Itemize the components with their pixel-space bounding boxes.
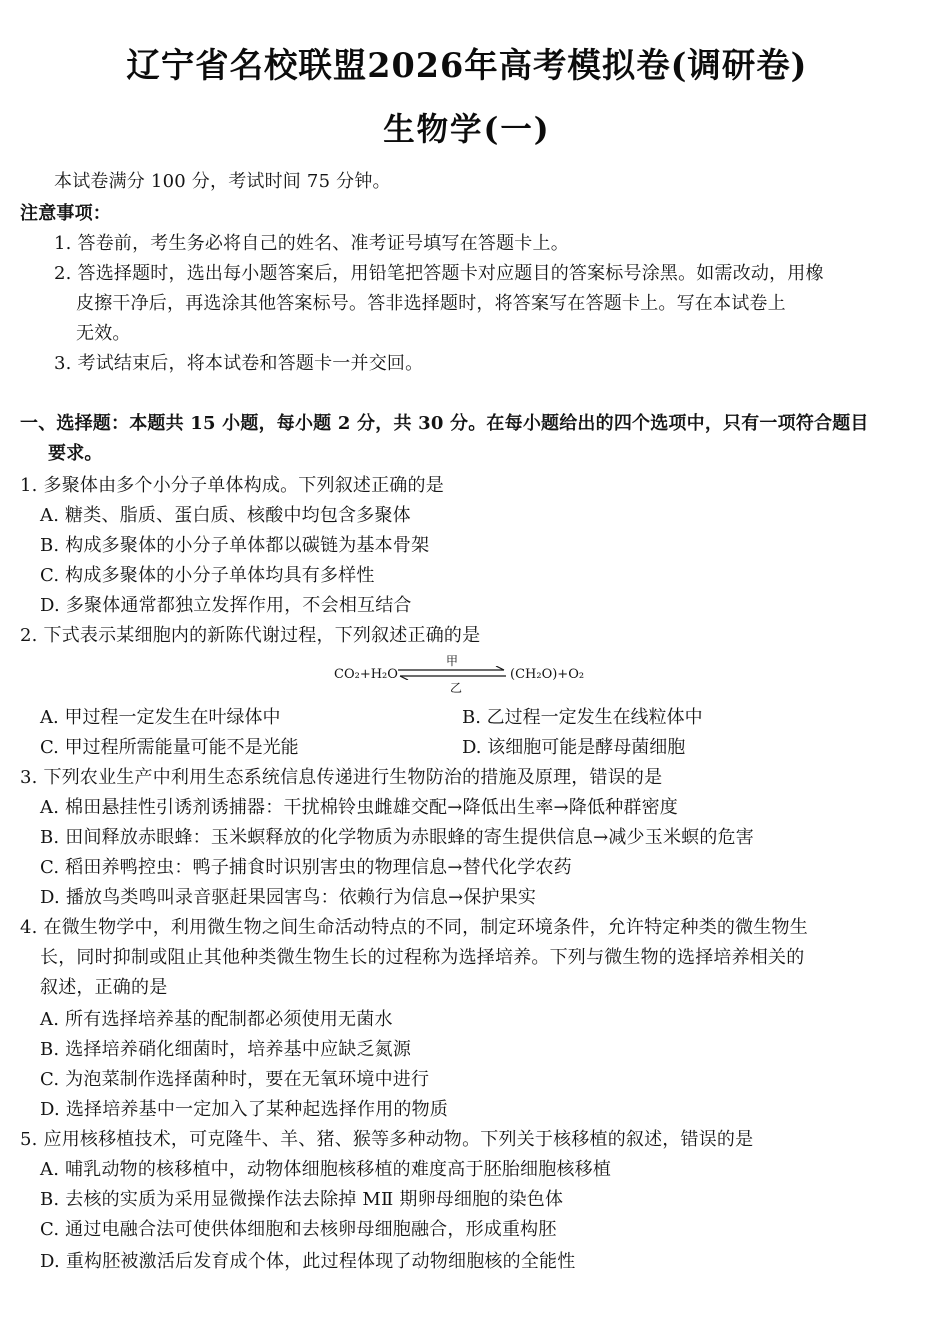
notes-heading: 注意事项： [20,203,111,224]
q3-option-b: B. 田间释放赤眼蜂：玉米螟释放的化学物质为赤眼蜂的寄生提供信息→减少玉米螟的危害 [40,827,754,848]
q1-option-d: D. 多聚体通常都独立发挥作用，不会相互结合 [40,595,412,616]
q3-option-c: C. 稻田养鸭控虫：鸭子捕食时识别害虫的物理信息→替代化学农药 [40,857,572,878]
q3-option-d: D. 播放鸟类鸣叫录音驱赶果园害鸟：依赖行为信息→保护果实 [40,887,537,908]
section-heading: 一、选择题：本题共 15 小题，每小题 2 分，共 30 分。在每小题给出的四个选项中，只有一项符合题目 [20,413,869,434]
q4-option-c: C. 为泡菜制作选择菌种时，要在无氧环境中进行 [40,1069,430,1090]
q5-stem: 5. 应用核移植技术，可克隆牛、羊、猪、猴等多种动物。下列关于核移植的叙述，错误的是 [20,1129,754,1150]
q2-option-d: D. 该细胞可能是酵母菌细胞 [462,737,686,758]
q1-option-a: A. 糖类、脂质、蛋白质、核酸中均包含多聚体 [40,505,411,526]
q3-option-a: A. 棉田悬挂性引诱剂诱捕器：干扰棉铃虫雌雄交配→降低出生率→降低种群密度 [40,797,679,818]
note-item-2-cont: 皮擦干净后，再选涂其他答案标号。答非选择题时，将答案写在答题卡上。写在本试卷上 [76,293,786,314]
q1-option-b: B. 构成多聚体的小分子单体都以碳链为基本骨架 [40,535,430,556]
q2-stem: 2. 下式表示某细胞内的新陈代谢过程，下列叙述正确的是 [20,625,481,646]
exam-title: 辽宁省名校联盟2026年高考模拟卷(调研卷) [126,46,808,86]
q4-option-b: B. 选择培养硝化细菌时，培养基中应缺乏氮源 [40,1039,412,1060]
eq-label-forward: 甲 [446,654,459,668]
q4-stem-line-2: 长，同时抑制或阻止其他种类微生物生长的过程称为选择培养。下列与微生物的选择培养相关的 [40,947,805,968]
section-heading-cont: 要求。 [48,443,103,464]
q5-option-c: C. 通过电融合法可使供体细胞和去核卵母细胞融合，形成重构胚 [40,1219,557,1240]
eq-products: (CH₂O)+O₂ [510,667,585,682]
q5-option-d: D. 重构胚被激活后发育成个体，此过程体现了动物细胞核的全能性 [40,1251,576,1272]
q4-stem-line-3: 叙述，正确的是 [40,977,168,998]
eq-reactants: CO₂+H₂O [334,667,398,682]
q2-option-c: C. 甲过程所需能量可能不是光能 [40,737,299,758]
q2-option-b: B. 乙过程一定发生在线粒体中 [462,707,703,728]
q1-stem: 1. 多聚体由多个小分子单体构成。下列叙述正确的是 [20,475,444,496]
exam-subject: 生物学(一) [383,110,551,148]
q4-option-a: A. 所有选择培养基的配制都必须使用无菌水 [40,1009,393,1030]
note-item-2: 2. 答选择题时，选出每小题答案后，用铅笔把答题卡对应题目的答案标号涂黑。如需改动，用橡 [54,263,824,284]
q5-option-a: A. 哺乳动物的核移植中，动物体细胞核移植的难度高于胚胎细胞核移植 [40,1159,612,1180]
note-item-3: 3. 考试结束后，将本试卷和答题卡一并交回。 [54,353,424,374]
q3-stem: 3. 下列农业生产中利用生态系统信息传递进行生物防治的措施及原理，错误的是 [20,767,663,788]
q4-stem-line-1: 4. 在微生物学中，利用微生物之间生命活动特点的不同，制定环境条件，允许特定种类的微生物生 [20,917,808,938]
note-item-2-end: 无效。 [76,323,131,344]
q2-option-a: A. 甲过程一定发生在叶绿体中 [40,707,281,728]
note-item-1: 1. 答卷前，考生务必将自己的姓名、准考证号填写在答题卡上。 [54,233,569,254]
eq-label-reverse: 乙 [450,681,463,695]
q2-reaction-equation [334,652,594,696]
q4-option-d: D. 选择培养基中一定加入了某种起选择作用的物质 [40,1099,449,1120]
exam-intro: 本试卷满分 100 分，考试时间 75 分钟。 [54,171,391,192]
q5-option-b: B. 去核的实质为采用显微操作法去除掉 MⅡ 期卵母细胞的染色体 [40,1189,564,1210]
reversible-arrow-icon [396,666,508,680]
q1-option-c: C. 构成多聚体的小分子单体均具有多样性 [40,565,375,586]
